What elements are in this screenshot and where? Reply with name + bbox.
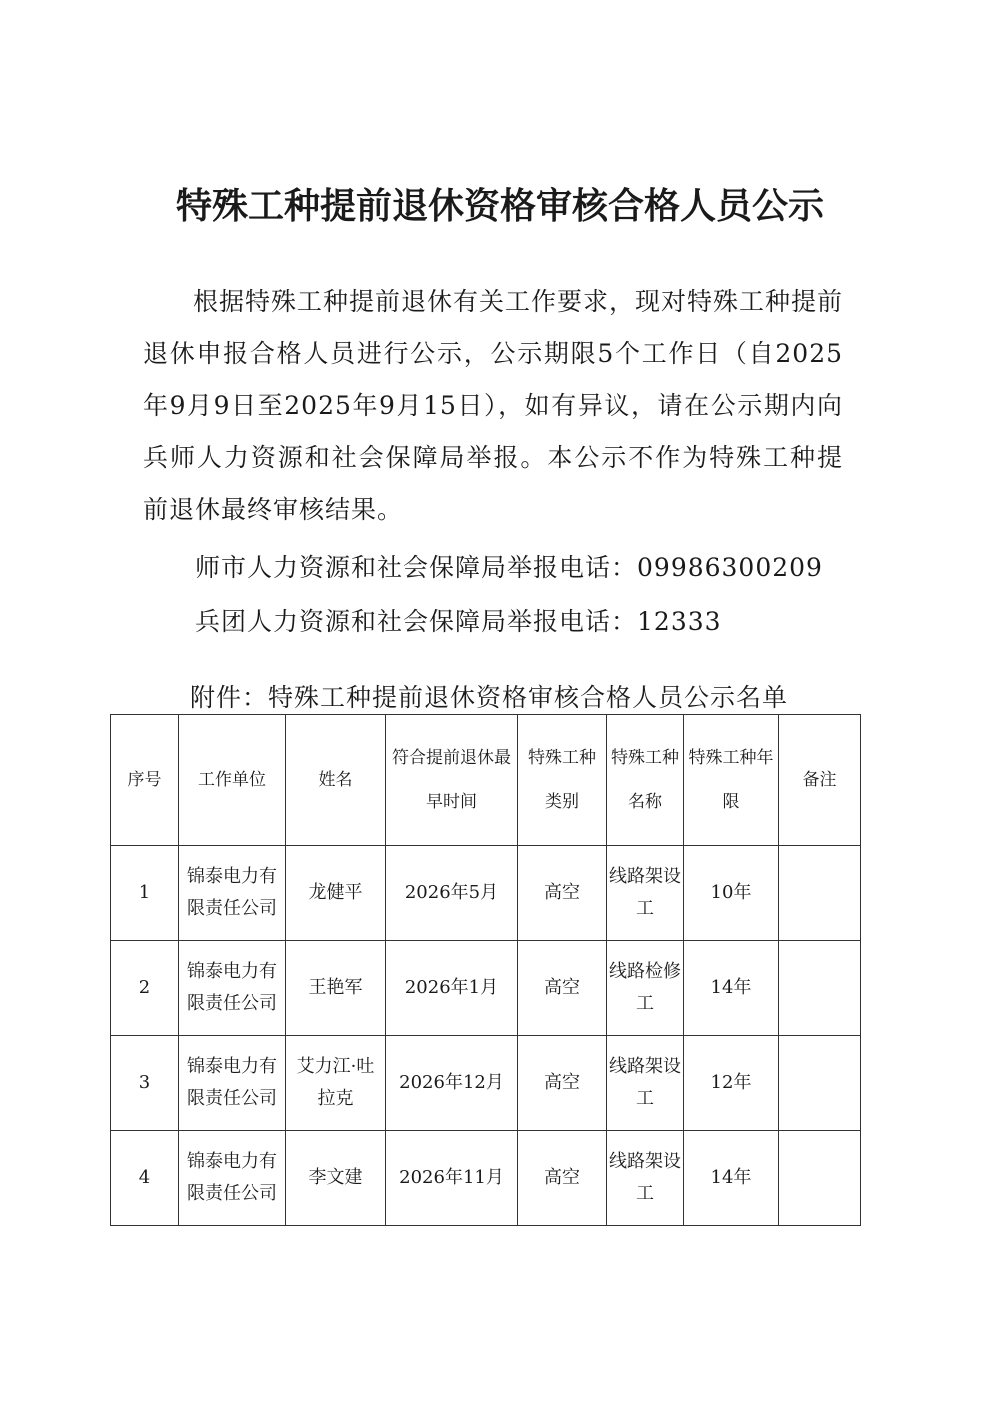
page-title: 特殊工种提前退休资格审核合格人员公示 <box>175 186 824 227</box>
cell-category: 高空 <box>518 1131 607 1226</box>
header-index: 序号 <box>111 715 179 846</box>
cell-unit: 锦泰电力有限责任公司 <box>179 1036 286 1131</box>
table-row <box>111 1036 861 1131</box>
cell-unit: 锦泰电力有限责任公司 <box>179 941 286 1036</box>
cell-name: 王艳军 <box>286 941 386 1036</box>
attachment-title: 附件：特殊工种提前退休资格审核合格人员公示名单 <box>190 683 789 712</box>
division-hotline-text: 师市人力资源和社会保障局举报电话：09986300209 <box>195 553 823 582</box>
header-earliest-date: 符合提前退休最早时间 <box>386 715 518 846</box>
cell-earliest-date: 2026年1月 <box>386 941 518 1036</box>
notice-body-paragraph: 根据特殊工种提前退休有关工作要求，现对特殊工种提前退休申报合格人员进行公示，公示期限5个工作日（自2025年9月9日至2025年9月15日），如有异议，请在公示期内向兵师人力资源和社会保障局举报。本公示不作为特殊工种提前退休最终审核结果。 <box>143 287 844 524</box>
cell-name: 李文建 <box>286 1131 386 1226</box>
cell-name: 艾力江·吐拉克 <box>286 1036 386 1131</box>
header-name: 姓名 <box>286 715 386 846</box>
table-row <box>111 941 861 1036</box>
cell-job-name: 线路架设工 <box>607 1131 684 1226</box>
cell-remarks <box>779 1036 861 1131</box>
qualified-personnel-table <box>110 714 861 1226</box>
header-remarks: 备注 <box>779 715 861 846</box>
cell-unit: 锦泰电力有限责任公司 <box>179 1131 286 1226</box>
cell-job-name: 线路架设工 <box>607 846 684 941</box>
cell-index: 3 <box>111 1036 179 1131</box>
cell-remarks <box>779 941 861 1036</box>
cell-years: 14年 <box>684 1131 779 1226</box>
header-years: 特殊工种年限 <box>684 715 779 846</box>
cell-category: 高空 <box>518 941 607 1036</box>
table-row <box>111 846 861 941</box>
table-header <box>111 715 861 846</box>
cell-earliest-date: 2026年11月 <box>386 1131 518 1226</box>
header-unit: 工作单位 <box>179 715 286 846</box>
header-job-name: 特殊工种名称 <box>607 715 684 846</box>
table-header-row <box>111 715 861 846</box>
cell-remarks <box>779 846 861 941</box>
cell-category: 高空 <box>518 846 607 941</box>
table-body <box>111 846 861 1226</box>
cell-earliest-date: 2026年12月 <box>386 1036 518 1131</box>
cell-remarks <box>779 1131 861 1226</box>
cell-name: 龙健平 <box>286 846 386 941</box>
cell-earliest-date: 2026年5月 <box>386 846 518 941</box>
header-category: 特殊工种类别 <box>518 715 607 846</box>
cell-index: 2 <box>111 941 179 1036</box>
cell-years: 14年 <box>684 941 779 1036</box>
cell-index: 4 <box>111 1131 179 1226</box>
cell-years: 10年 <box>684 846 779 941</box>
cell-category: 高空 <box>518 1036 607 1131</box>
cell-unit: 锦泰电力有限责任公司 <box>179 846 286 941</box>
cell-job-name: 线路检修工 <box>607 941 684 1036</box>
corps-hotline-text: 兵团人力资源和社会保障局举报电话：12333 <box>195 607 722 636</box>
cell-years: 12年 <box>684 1036 779 1131</box>
cell-index: 1 <box>111 846 179 941</box>
cell-job-name: 线路架设工 <box>607 1036 684 1131</box>
table-row <box>111 1131 861 1226</box>
